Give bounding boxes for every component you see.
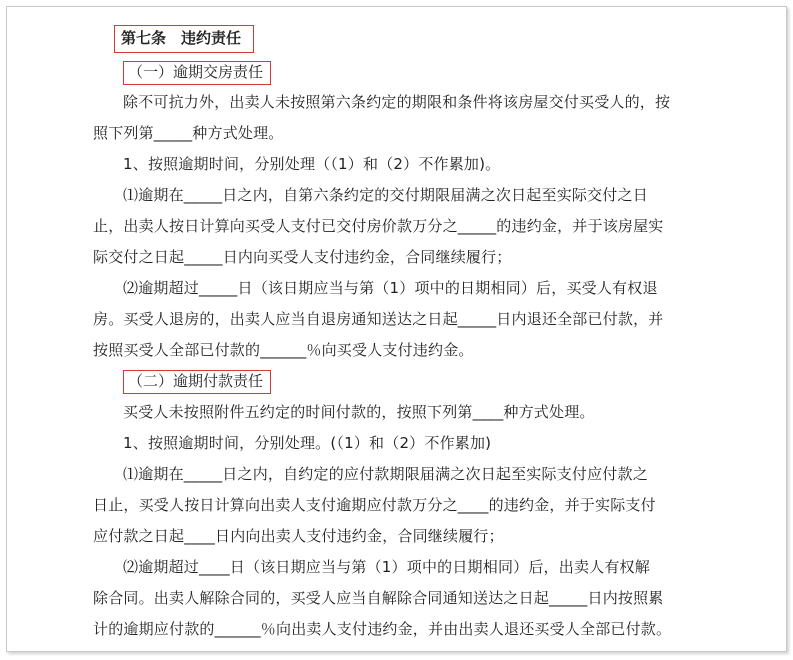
paragraph-line: 除合同。出卖人解除合同的，买受人应当自解除合同通知送达之日起_____日内按照累 <box>93 589 664 607</box>
paragraph-line: 房。买受人退房的，出卖人应当自退房通知送达之日起_____日内退还全部已付款，并 <box>93 310 664 328</box>
paragraph-line: 计的逾期应付款的______％向出卖人支付违约金，并由出卖人退还买受人全部已付款。 <box>93 620 672 638</box>
section-heading-late-delivery: （一）逾期交房责任 <box>123 61 271 85</box>
paragraph-line: 应付款之日起____日内向出卖人支付违约金，合同继续履行； <box>93 527 504 545</box>
article-title: 第七条 违约责任 <box>114 25 254 53</box>
paragraph-line: ⑴逾期在_____日之内，自第六条约定的交付期限届满之次日起至实际交付之日 <box>123 186 648 204</box>
paragraph-line: ⑴逾期在_____日之内，自约定的应付款期限届满之次日起至实际支付应付款之 <box>123 465 648 483</box>
paragraph-line: 日止，买受人按日计算向出卖人支付逾期应付款万分之____的违约金，并于实际支付 <box>93 496 656 514</box>
paragraph-line: 止，出卖人按日计算向买受人支付已交付房价款万分之_____的违约金，并于该房屋实 <box>93 217 664 235</box>
paragraph-line: ⑵逾期超过____日（该日期应当与第（1）项中的日期相同）后，出卖人有权解 <box>123 558 650 576</box>
paragraph-line: 除不可抗力外，出卖人未按照第六条约定的期限和条件将该房屋交付买受人的，按 <box>123 93 671 111</box>
paragraph-line: 1、按照逾期时间，分别处理（（1）和（2）不作累加)。 <box>123 155 501 173</box>
paragraph-line: 1、按照逾期时间，分别处理。(（1）和（2）不作累加) <box>123 434 492 452</box>
paragraph-line: 按照买受人全部已付款的______％向买受人支付违约金。 <box>93 341 474 359</box>
paragraph-line: 买受人未按照附件五约定的时间付款的，按照下列第____种方式处理。 <box>123 403 595 421</box>
section-heading-late-payment: （二）逾期付款责任 <box>123 370 271 394</box>
paragraph-line: 际交付之日起_____日内向买受人支付违约金，合同继续履行； <box>93 248 512 266</box>
paragraph-line: ⑵逾期超过_____日（该日期应当与第（1）项中的日期相同）后，买受人有权退 <box>123 279 658 297</box>
paragraph-line: 照下列第_____种方式处理。 <box>93 124 284 142</box>
